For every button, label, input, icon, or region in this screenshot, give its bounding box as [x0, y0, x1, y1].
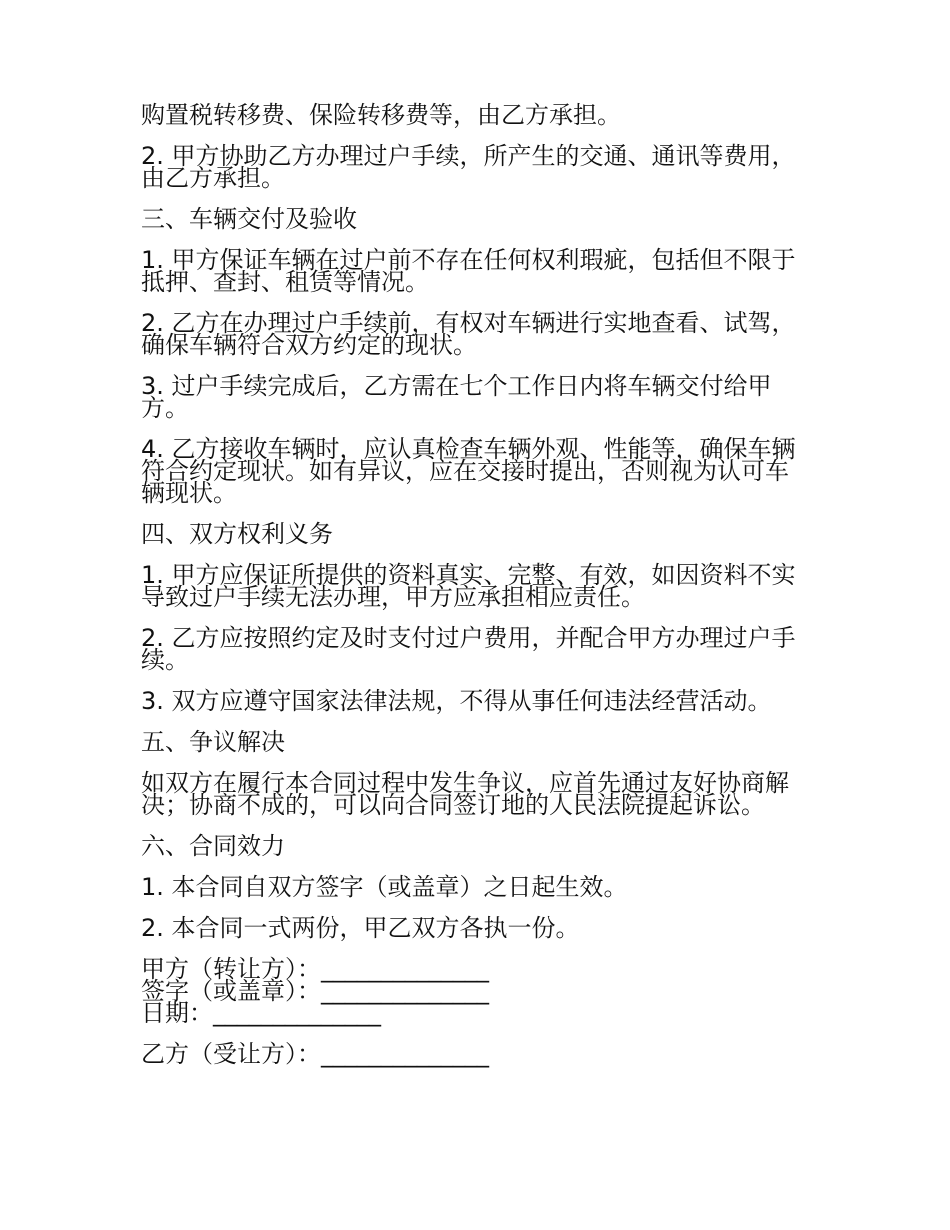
- party-a-sign-line: 签字（或盖章）：______________: [141, 977, 489, 1005]
- section-heading-validity: 六、合同效力: [141, 832, 285, 860]
- paragraph-copies: 2. 本合同一式两份，甲乙双方各执一份。: [141, 914, 580, 942]
- paragraph-delivery-deadline: 3. 过户手续完成后，乙方需在七个工作日内将车辆交付给甲方。: [141, 372, 772, 422]
- section-heading-rights-obligations: 四、双方权利义务: [141, 520, 333, 548]
- section-heading-dispute: 五、争议解决: [141, 728, 285, 756]
- paragraph-dispute-resolution: 如双方在履行本合同过程中发生争议，应首先通过友好协商解决；协商不成的，可以向合同签订地的人民法院提起诉讼。: [141, 769, 789, 819]
- paragraph-legal-compliance: 3. 双方应遵守国家法律法规，不得从事任何违法经营活动。: [141, 687, 772, 715]
- paragraph-effective-date: 1. 本合同自双方签字（或盖章）之日起生效。: [141, 873, 628, 901]
- party-b-name-line: 乙方（受让方）：______________: [141, 1040, 489, 1068]
- paragraph-party-b-obligation: 2. 乙方应按照约定及时支付过户费用，并配合甲方办理过户手续。: [141, 624, 796, 674]
- paragraph-party-a-obligation: 1. 甲方应保证所提供的资料真实、完整、有效，如因资料不实导致过户手续无法办理，甲方应承担相应责任。: [141, 561, 796, 611]
- party-a-name-line: 甲方（转让方）：______________: [141, 955, 489, 983]
- section-heading-delivery: 三、车辆交付及验收: [141, 205, 357, 233]
- contract-body: [141, 101, 811, 1084]
- paragraph-transfer-assist: 2. 甲方协助乙方办理过户手续，所产生的交通、通讯等费用，由乙方承担。: [141, 142, 796, 192]
- party-b-signature-block: [141, 1040, 811, 1068]
- party-a-signature-block: [141, 955, 811, 1027]
- party-a-date-line: 日期：______________: [141, 999, 381, 1027]
- paragraph-acceptance-check: 4. 乙方接收车辆时，应认真检查车辆外观、性能等，确保车辆符合约定现状。如有异议，应在交接时提出，否则视为认可车辆现状。: [141, 435, 796, 507]
- paragraph-fee-purchase-tax: 购置税转移费、保险转移费等，由乙方承担。: [141, 101, 621, 129]
- paragraph-inspection-right: 2. 乙方在办理过户手续前，有权对车辆进行实地查看、试驾，确保车辆符合双方约定的现状。: [141, 309, 796, 359]
- paragraph-no-rights-defect: 1. 甲方保证车辆在过户前不存在任何权利瑕疵，包括但不限于抵押、查封、租赁等情况。: [141, 246, 796, 296]
